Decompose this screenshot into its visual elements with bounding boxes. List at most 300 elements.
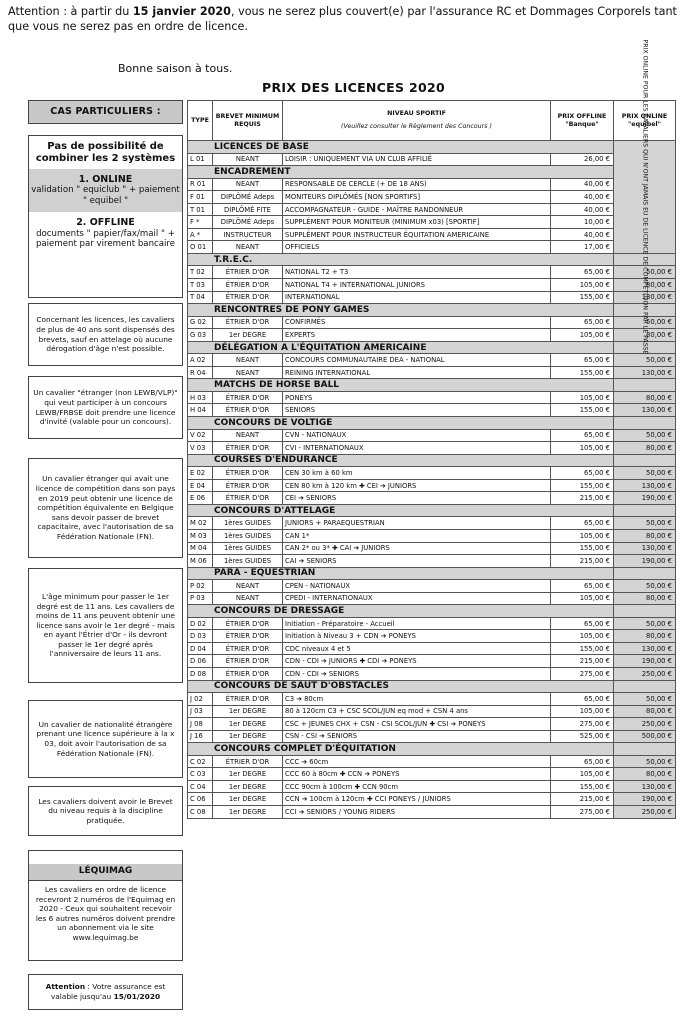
table-row [188,216,676,229]
cell-type: V 02 [188,429,213,442]
cell-offline: 105,00 € [551,768,614,781]
cell-online: 80,00 € [614,630,676,643]
online-price-empty [614,605,676,618]
cell-offline: 65,00 € [551,580,614,593]
table-row [188,693,676,706]
online-price-empty [614,454,676,467]
cell-niveau: 80 à 120cm C3 + CSC SCOL/JUN eq mod + CSN 4 ans [283,705,551,718]
table-row [188,630,676,643]
section-row [188,341,676,354]
cell-offline: 105,00 € [551,630,614,643]
cell-niveau: EXPERTS [283,329,551,342]
cell-type: M 02 [188,517,213,530]
cell-niveau: CCN ➔ 100cm à 120cm ✚ CCI PONEYS / JUNIORS [283,793,551,806]
offline-title: 2. OFFLINE [76,217,135,229]
section-row [188,166,676,179]
cell-offline: 105,00 € [551,442,614,455]
cell-offline: 155,00 € [551,642,614,655]
cell-niveau: CCC ➔ 60cm [283,755,551,768]
cell-niveau: CDN - CDI ➔ SENIORS [283,667,551,680]
cell-brevet: ÉTRIER D'OR [213,316,283,329]
cell-online: 50,00 € [614,316,676,329]
cell-online: 250,00 € [614,718,676,731]
section-title: CONCOURS DE SAUT D'OBSTACLES [188,680,614,693]
table-row [188,228,676,241]
cell-offline: 105,00 € [551,529,614,542]
cell-niveau: SUPPLÉMENT POUR INSTRUCTEUR ÉQUITATION AMERICAINE [283,228,551,241]
section-title: ENCADREMENT [188,166,614,179]
table-row [188,542,676,555]
cell-type: T 01 [188,203,213,216]
cell-brevet: 1er DEGRE [213,718,283,731]
cell-offline: 215,00 € [551,492,614,505]
cell-niveau: CVN - NATIONAUX [283,429,551,442]
cell-brevet: DIPLÔMÉ FITE [213,203,283,216]
attention-date: 15/01/2020 [113,992,161,1001]
cell-offline: 10,00 € [551,216,614,229]
cell-niveau: RESPONSABLE DE CERCLE (+ DE 18 ANS) [283,178,551,191]
cell-online: 190,00 € [614,492,676,505]
section-row [188,253,676,266]
section-title: DÉLÉGATION A L'ÉQUITATION AMERICAINE [188,341,614,354]
cell-type: C 08 [188,805,213,818]
cell-brevet: ÉTRIER D'OR [213,479,283,492]
intro-suffix: , vous ne serez plus couvert(e) par l'assurance RC et Dommages Corporels tant que vous ne serez pas en ordre de licence. [8,5,677,33]
cell-niveau: PONEYS [283,391,551,404]
cell-offline: 275,00 € [551,718,614,731]
table-row [188,667,676,680]
cell-online: 130,00 € [614,780,676,793]
cell-brevet: NEANT [213,429,283,442]
cell-online: 80,00 € [614,705,676,718]
cell-offline: 40,00 € [551,203,614,216]
cell-online: 500,00 € [614,730,676,743]
cell-offline: 65,00 € [551,617,614,630]
table-row [188,730,676,743]
note-age-40: Concernant les licences, les cavaliers de plus de 40 ans sont dispensés des brevets, sauf en attelage où aucune dérogation d'âge n'est possible. [28,303,183,366]
cell-online: 50,00 € [614,755,676,768]
note-foreign-nationality: Un cavalier de nationalité étrangère prenant une licence supérieure à la x 03, doit avoir l'autorisation de sa Fédération Nationale (FN). [28,700,183,778]
cell-online: 130,00 € [614,642,676,655]
cell-type: C 03 [188,768,213,781]
online-price-empty [614,379,676,392]
cell-niveau: CONFIRMÉS [283,316,551,329]
cell-type: D 02 [188,617,213,630]
cell-type: A 02 [188,354,213,367]
cell-brevet: DIPLÔMÉ Adeps [213,216,283,229]
cell-online: 80,00 € [614,329,676,342]
cell-type: H 04 [188,404,213,417]
cell-type: F 01 [188,191,213,204]
table-row [188,442,676,455]
note-brevet-required: Les cavaliers doivent avoir le Brevet du niveau requis à la discipline pratiquée. [28,786,183,836]
cell-online: 80,00 € [614,279,676,292]
lequimag-box [28,850,183,961]
table-row [188,517,676,530]
section-row [188,680,676,693]
greeting: Bonne saison à tous. [118,62,233,75]
cell-type: D 08 [188,667,213,680]
section-title: COURSES D'ENDURANCE [188,454,614,467]
cell-type: P 02 [188,580,213,593]
cell-niveau: CAN 2* ou 3* ✚ CAI ➔ JUNIORS [283,542,551,555]
cell-type: F * [188,216,213,229]
table-row [188,793,676,806]
cell-brevet: ÉTRIER D'OR [213,266,283,279]
cell-niveau: CEN 30 km à 60 km [283,467,551,480]
cell-brevet: ÉTRIER D'OR [213,642,283,655]
cell-niveau: CCC 90cm à 100cm ✚ CCN 90cm [283,780,551,793]
cell-niveau: OFFICIELS [283,241,551,254]
cell-offline: 40,00 € [551,178,614,191]
cell-online: 50,00 € [614,467,676,480]
cell-online: 50,00 € [614,580,676,593]
header-niveau [283,101,551,141]
online-price-empty [614,743,676,756]
cell-type: H 03 [188,391,213,404]
cas-particuliers-header: CAS PARTICULIERS : [28,100,183,124]
cell-niveau: ACCOMPAGNATEUR - GUIDE - MAÎTRE RANDONNEUR [283,203,551,216]
cell-online: 80,00 € [614,442,676,455]
header-offline: PRIX OFFLINE "Banque" [551,101,614,141]
cell-type: P 03 [188,592,213,605]
online-text: validation " equiclub " + paiement " equibel " [31,185,180,206]
table-row [188,291,676,304]
header-brevet: BREVET MINIMUM REQUIS [213,101,283,141]
section-row [188,567,676,580]
table-row [188,718,676,731]
lequimag-text: Les cavaliers en ordre de licence recevront 2 numéros de l'Equimag en 2020 - Ceux qui souhaitent recevoir les 6 autres numéros doivent prendre un abonnement via le site www.lequimag.be [35,885,176,942]
cell-online: 130,00 € [614,542,676,555]
cell-offline: 65,00 € [551,755,614,768]
cell-brevet: ÉTRIER D'OR [213,693,283,706]
cell-niveau: INTERNATIONAL [283,291,551,304]
cell-niveau: CPEN - NATIONAUX [283,580,551,593]
cell-brevet: ÉTRIER D'OR [213,755,283,768]
note-foreign-licence: Un cavalier étranger qui avait une licence de compétition dans son pays en 2019 peut obtenir une licence de compétition équivalente en Belgique sans devoir passer de brevet capacitaire, avec l'autorisation de sa Fédération Nationale (FN). [28,458,183,558]
cell-brevet: 1ères GUIDES [213,529,283,542]
cell-offline: 105,00 € [551,705,614,718]
offline-text: documents " papier/fax/mail " + paiement par virement bancaire [35,228,176,250]
cell-niveau: MONITEURS DIPLÔMÉS [NON SPORTIFS] [283,191,551,204]
page-title: PRIX DES LICENCES 2020 [262,80,445,95]
cell-type: L 01 [188,153,213,166]
insurance-note [28,974,183,1010]
table-row [188,580,676,593]
cell-niveau: Initiation à Niveau 3 + CDN ➔ PONEYS [283,630,551,643]
cell-brevet: ÉTRIER D'OR [213,442,283,455]
cell-brevet: NEANT [213,178,283,191]
cell-niveau: CVI - INTERNATIONAUX [283,442,551,455]
online-price-empty [614,504,676,517]
cell-type: D 03 [188,630,213,643]
section-row [188,504,676,517]
cell-offline: 40,00 € [551,191,614,204]
attention-text: : Votre assurance est valable jusqu'au [50,982,166,1001]
cell-offline: 275,00 € [551,805,614,818]
cell-brevet: 1ères GUIDES [213,517,283,530]
cell-online: 50,00 € [614,517,676,530]
cell-brevet: 1er DEGRE [213,805,283,818]
online-price-empty [614,680,676,693]
cell-niveau: CCC 60 à 80cm ✚ CCN ➔ PONEYS [283,768,551,781]
table-row [188,467,676,480]
cell-niveau: CDN - CDI ➔ JUNIORS ✚ CDI ➔ PONEYS [283,655,551,668]
cell-offline: 155,00 € [551,366,614,379]
cell-brevet: NEANT [213,592,283,605]
cell-offline: 155,00 € [551,479,614,492]
cell-offline: 215,00 € [551,555,614,568]
cell-niveau: NATIONAL T2 + T3 [283,266,551,279]
cell-type: J 02 [188,693,213,706]
combine-title: Pas de possibilité de combiner les 2 systèmes [35,141,176,164]
cell-type: G 03 [188,329,213,342]
table-row [188,655,676,668]
cell-niveau: SUPPLÉMENT POUR MONITEUR (MINIMUM x03) [SPORTIF] [283,216,551,229]
cell-offline: 65,00 € [551,693,614,706]
section-row [188,141,676,154]
cell-niveau: REINING INTERNATIONAL [283,366,551,379]
cell-type: E 04 [188,479,213,492]
cell-offline: 105,00 € [551,329,614,342]
cell-brevet: NEANT [213,354,283,367]
table-row [188,479,676,492]
online-price-empty [614,567,676,580]
cell-brevet: 1er DEGRE [213,793,283,806]
cell-online: 80,00 € [614,592,676,605]
table-row [188,316,676,329]
cell-niveau: NATIONAL T4 + INTERNATIONAL JUNIORS [283,279,551,292]
cell-type: C 04 [188,780,213,793]
cell-offline: 17,00 € [551,241,614,254]
table-row [188,266,676,279]
table-row [188,429,676,442]
intro-prefix: Attention : à partir du [8,5,133,18]
section-title: RENCONTRES DE PONY GAMES [188,304,614,317]
cell-brevet: NEANT [213,580,283,593]
section-row [188,304,676,317]
cell-offline: 155,00 € [551,542,614,555]
section-title: MATCHS DE HORSE BALL [188,379,614,392]
cell-type: M 04 [188,542,213,555]
cell-offline: 65,00 € [551,429,614,442]
table-row [188,241,676,254]
table-row [188,203,676,216]
cell-type: R 04 [188,366,213,379]
cell-online: 50,00 € [614,266,676,279]
online-option [29,169,182,212]
intro-warning [8,4,684,34]
table-row [188,191,676,204]
online-title: 1. ONLINE [78,174,133,185]
cell-online: 80,00 € [614,529,676,542]
cell-brevet: ÉTRIER D'OR [213,655,283,668]
cell-brevet: ÉTRIER D'OR [213,404,283,417]
cell-type: G 02 [188,316,213,329]
table-row [188,805,676,818]
cell-online: 250,00 € [614,667,676,680]
table-row [188,329,676,342]
cell-offline: 40,00 € [551,228,614,241]
cell-brevet: 1ères GUIDES [213,555,283,568]
cell-offline: 155,00 € [551,404,614,417]
section-title: CONCOURS DE DRESSAGE [188,605,614,618]
cell-niveau: SENIORS [283,404,551,417]
cell-niveau: CEI ➔ SENIORS [283,492,551,505]
cell-online: 50,00 € [614,354,676,367]
cell-brevet: INSTRUCTEUR [213,228,283,241]
cell-online: 50,00 € [614,693,676,706]
cell-brevet: DIPLÔMÉ Adeps [213,191,283,204]
cell-online: 80,00 € [614,768,676,781]
section-row [188,605,676,618]
section-title: CONCOURS DE VOLTIGE [188,417,614,430]
cell-brevet: ÉTRIER D'OR [213,667,283,680]
cell-brevet: 1er DEGRE [213,768,283,781]
cell-offline: 65,00 € [551,517,614,530]
cell-niveau: C3 ➔ 80cm [283,693,551,706]
cell-brevet: ÉTRIER D'OR [213,467,283,480]
online-new-riders-text: PRIX ONLINE POUR LES CAVALIERS QUI N'ONT JAMAIS EU DE LICENCE DE COMPÉTITION PAR LE PASSÉ [641,39,649,355]
cell-type: J 03 [188,705,213,718]
cell-brevet: ÉTRIER D'OR [213,617,283,630]
note-minimum-age: L'âge minimum pour passer le 1er degré est de 11 ans. Les cavaliers de moins de 11 ans peuvent obtenir une licence sans avoir le 1er degré - mais en ayant l'Étrier d'Or - ils devront passer le 1er degré après l'anniversaire de leurs 11 ans. [28,568,183,683]
cell-type: D 04 [188,642,213,655]
cell-online: 250,00 € [614,805,676,818]
cell-online: 190,00 € [614,793,676,806]
table-row [188,178,676,191]
cell-brevet: ÉTRIER D'OR [213,391,283,404]
table-row [188,366,676,379]
cell-online: 50,00 € [614,617,676,630]
cell-offline: 65,00 € [551,266,614,279]
cell-niveau: CAN 1* [283,529,551,542]
cell-type: M 03 [188,529,213,542]
section-title: T.R.E.C. [188,253,614,266]
cell-type: C 02 [188,755,213,768]
cell-offline: 105,00 € [551,592,614,605]
cell-type: J 16 [188,730,213,743]
cell-type: T 02 [188,266,213,279]
section-title: PARA - EQUESTRIAN [188,567,614,580]
cell-niveau: CSN - CSI ➔ SENIORS [283,730,551,743]
cell-niveau: CEN 80 km à 120 km ✚ CEI ➔ JUNIORS [283,479,551,492]
table-row [188,391,676,404]
table-row [188,492,676,505]
cell-niveau: CCI ➔ SENIORS / YOUNG RIDERS [283,805,551,818]
cell-niveau: Initiation - Préparatoire - Accueil [283,617,551,630]
cell-offline: 215,00 € [551,655,614,668]
cell-niveau: LOISIR : UNIQUEMENT VIA UN CLUB AFFILIÉ [283,153,551,166]
cell-offline: 155,00 € [551,780,614,793]
cell-brevet: ÉTRIER D'OR [213,279,283,292]
section-title: CONCOURS COMPLET D'ÉQUITATION [188,743,614,756]
cell-type: T 03 [188,279,213,292]
cell-offline: 105,00 € [551,279,614,292]
cell-brevet: ÉTRIER D'OR [213,492,283,505]
cell-online: 80,00 € [614,391,676,404]
cell-brevet: 1er DEGRE [213,329,283,342]
header-type: TYPE [188,101,213,141]
table-row [188,642,676,655]
cell-type: J 08 [188,718,213,731]
cell-offline: 65,00 € [551,354,614,367]
cell-offline: 26,00 € [551,153,614,166]
table-row [188,705,676,718]
intro-date: 15 janvier 2020 [132,5,231,18]
cell-type: M 06 [188,555,213,568]
table-row [188,529,676,542]
section-title: LICENCES DE BASE [188,141,614,154]
table-row [188,780,676,793]
table-row [188,755,676,768]
cell-online: 50,00 € [614,429,676,442]
cell-niveau: CSC + JEUNES CHX + CSN - CSI SCOL/JUN ✚ CSI ➔ PONEYS [283,718,551,731]
cell-type: R 01 [188,178,213,191]
lequimag-title: LÉQUIMAG [29,864,182,881]
cell-niveau: CAI ➔ SENIORS [283,555,551,568]
section-title: CONCOURS D'ATTELAGE [188,504,614,517]
section-row [188,454,676,467]
offline-option [29,212,182,255]
section-row [188,743,676,756]
cell-offline: 65,00 € [551,467,614,480]
cell-type: D 06 [188,655,213,668]
header-niveau-sub: (Veuillez consulter le Règlement des Concours ) [341,123,492,130]
cell-offline: 155,00 € [551,291,614,304]
cell-niveau: CPEDI - INTERNATIONAUX [283,592,551,605]
cell-offline: 275,00 € [551,667,614,680]
header-niveau-label: NIVEAU SPORTIF [387,110,446,118]
section-row [188,417,676,430]
attention-label: Attention [45,982,86,992]
table-row [188,617,676,630]
table-header [188,101,676,141]
cell-online: 130,00 € [614,404,676,417]
cell-type: T 04 [188,291,213,304]
cell-niveau: CDC niveaux 4 et 5 [283,642,551,655]
cell-type: C 06 [188,793,213,806]
cell-brevet: ÉTRIER D'OR [213,291,283,304]
cell-online: 130,00 € [614,366,676,379]
cell-niveau: JUNIORS + PARAEQUESTRIAN [283,517,551,530]
cell-brevet: ÉTRIER D'OR [213,630,283,643]
table-row [188,592,676,605]
cell-type: A * [188,228,213,241]
cell-offline: 105,00 € [551,391,614,404]
cell-online: 190,00 € [614,655,676,668]
cell-online: 130,00 € [614,291,676,304]
cell-type: E 06 [188,492,213,505]
cell-brevet: 1er DEGRE [213,780,283,793]
cell-niveau: CONCOURS COMMUNAUTAIRE DEA - NATIONAL [283,354,551,367]
cell-brevet: 1er DEGRE [213,730,283,743]
table-row [188,279,676,292]
cell-brevet: 1er DEGRE [213,705,283,718]
cell-brevet: NEANT [213,366,283,379]
cell-offline: 215,00 € [551,793,614,806]
header-online: PRIX ONLINE "equibel" [614,101,676,141]
section-row [188,379,676,392]
cell-online: 130,00 € [614,479,676,492]
table-row [188,153,676,166]
systems-box [28,135,183,298]
cell-brevet: NEANT [213,153,283,166]
cell-type: E 02 [188,467,213,480]
cell-brevet: NEANT [213,241,283,254]
online-price-empty [614,417,676,430]
table-row [188,555,676,568]
